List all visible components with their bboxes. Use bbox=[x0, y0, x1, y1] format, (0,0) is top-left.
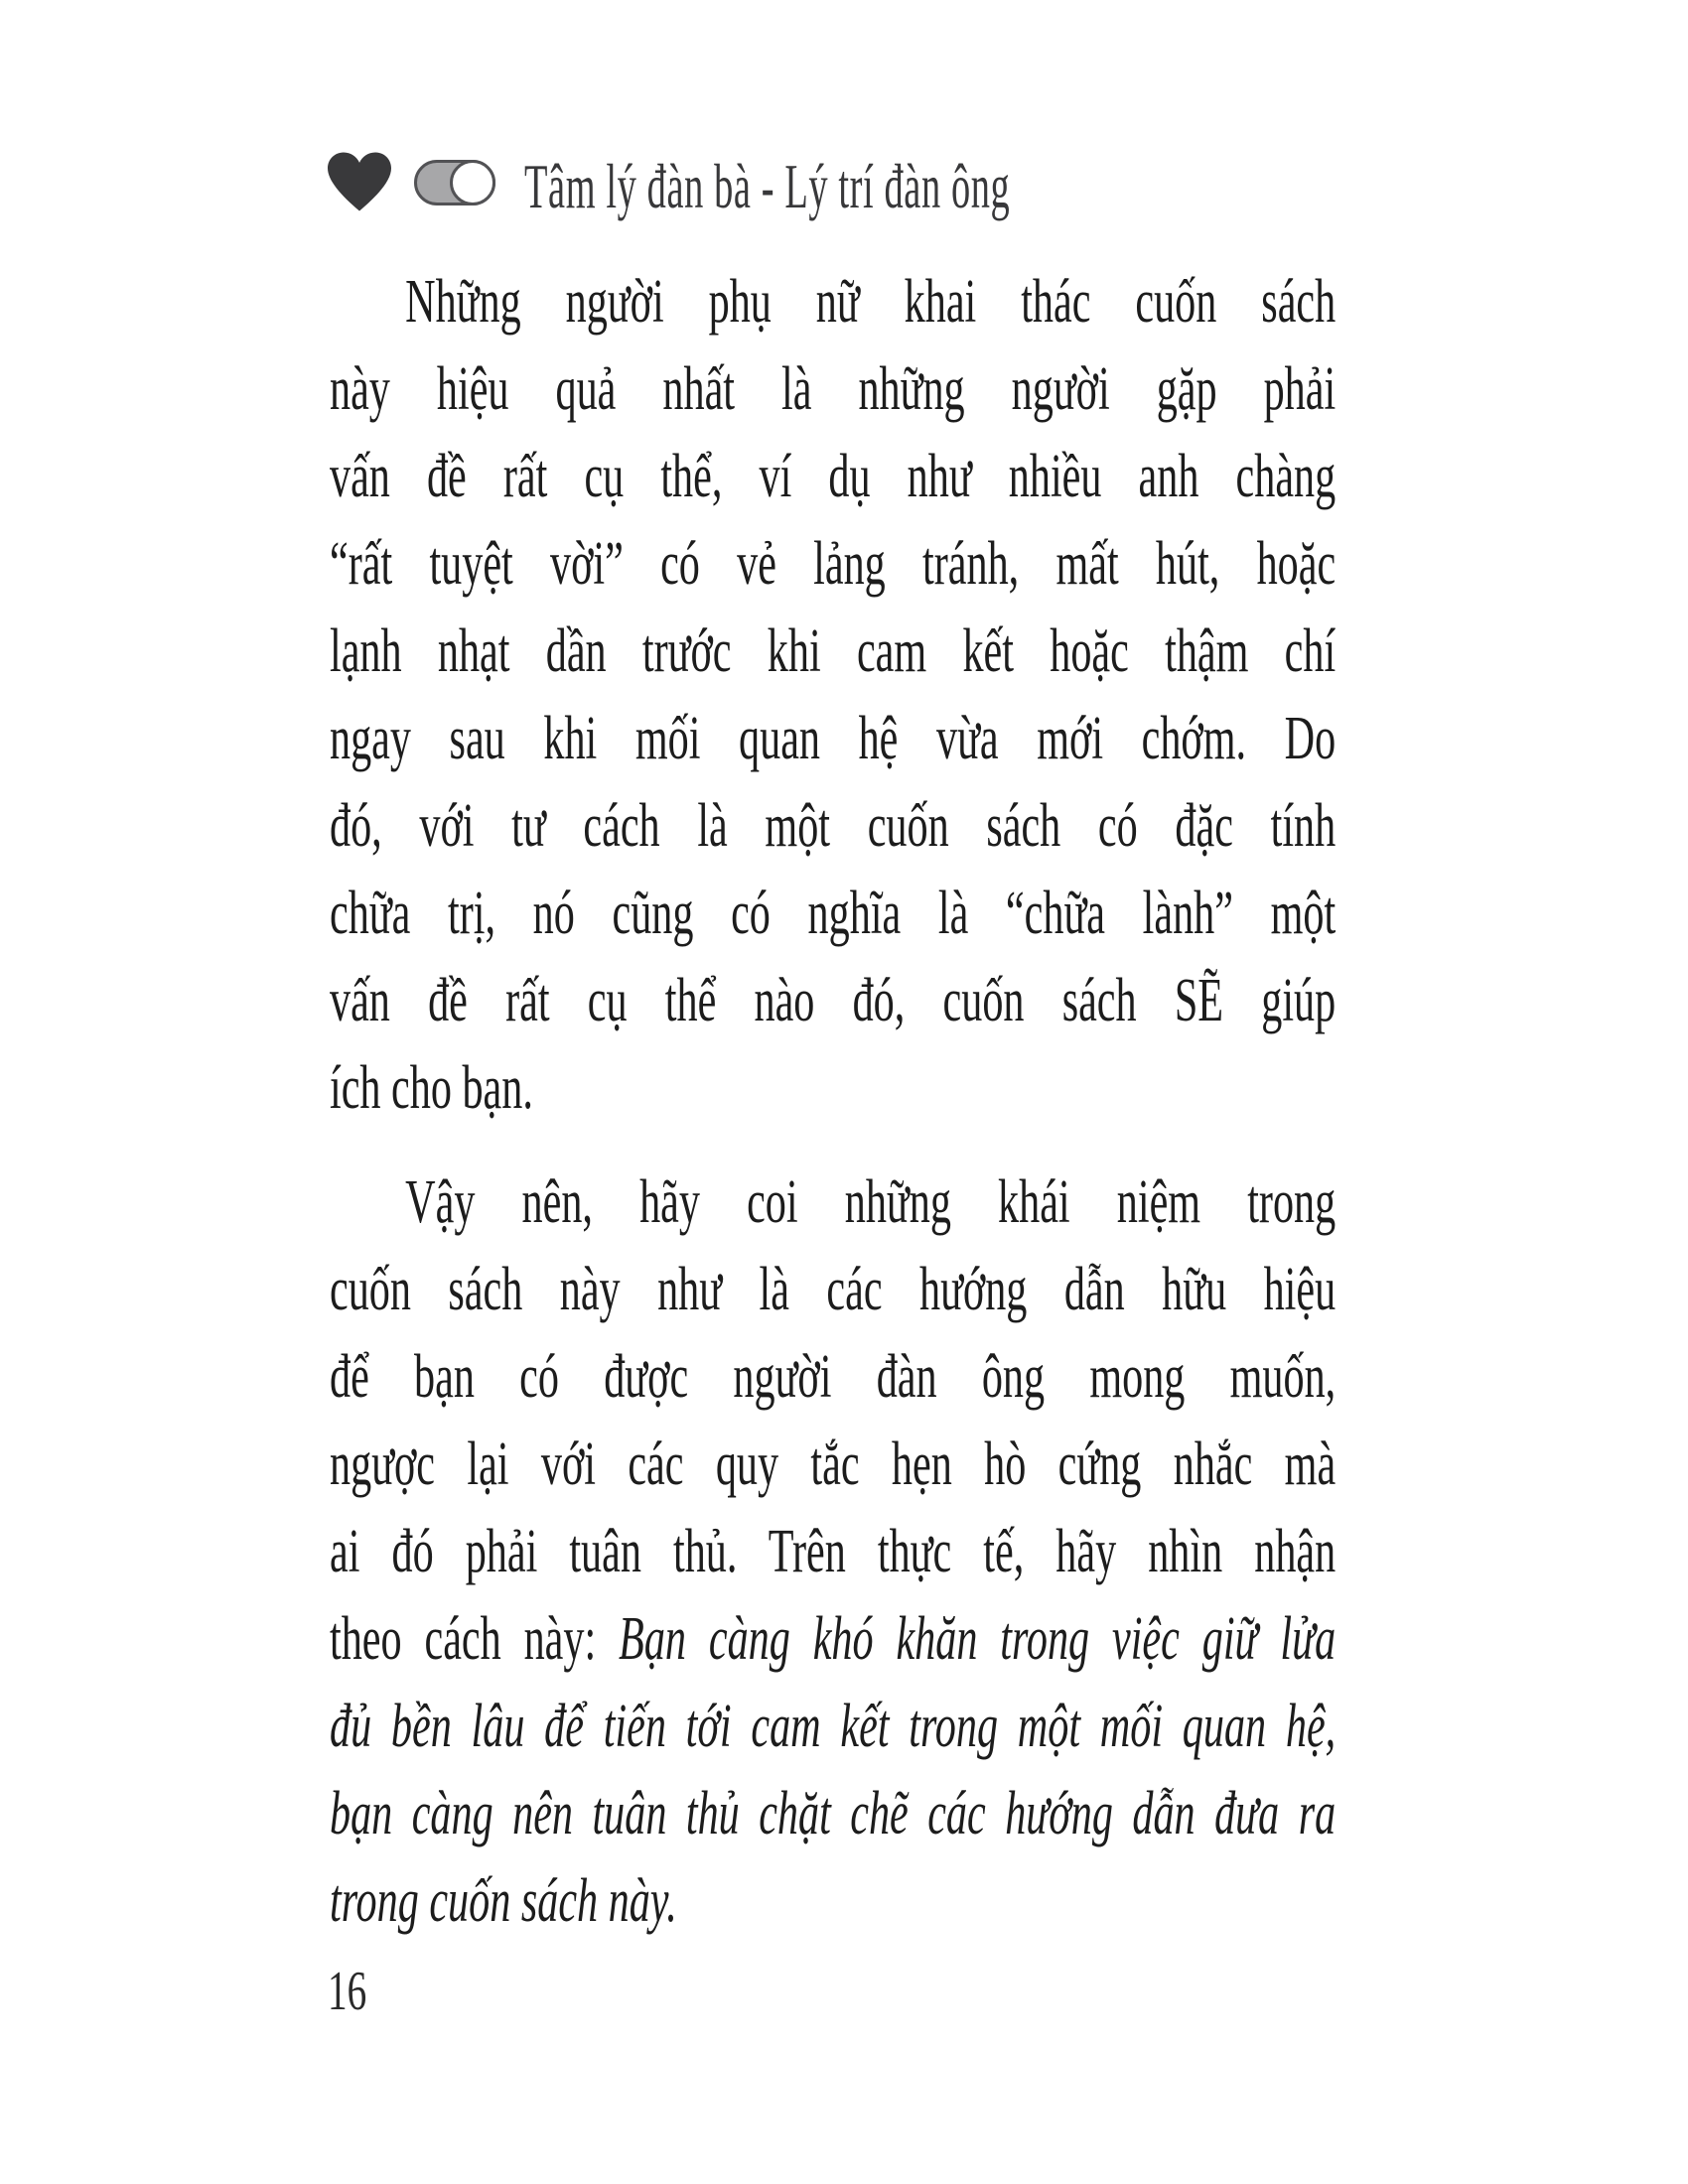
text-line: chữa trị, nó cũng có nghĩa là “chữa lành” một bbox=[330, 880, 1336, 947]
text-line: vấn đề rất cụ thể nào đó, cuốn sách SẼ giúp bbox=[330, 967, 1336, 1034]
text-segment-normal: theo cách này: bbox=[330, 1605, 620, 1673]
toggle-icon bbox=[414, 160, 495, 205]
text-line-italic: bạn càng nên tuân thủ chặt chẽ các hướng dẫn đưa ra bbox=[330, 1780, 1336, 1847]
text-line-italic: đủ bền lâu để tiến tới cam kết trong một mối quan hệ, bbox=[330, 1693, 1336, 1760]
text-line: này hiệu quả nhất là những người gặp phải bbox=[330, 355, 1336, 423]
text-line: Những người phụ nữ khai thác cuốn sách bbox=[405, 268, 1336, 336]
text-line-italic: trong cuốn sách này. bbox=[330, 1867, 677, 1935]
page-number: 16 bbox=[328, 1961, 367, 2022]
heart-icon bbox=[328, 148, 391, 216]
text-line: ích cho bạn. bbox=[330, 1054, 533, 1122]
toggle-knob bbox=[450, 160, 495, 205]
text-line: “rất tuyệt vời” có vẻ lảng tránh, mất hút, hoặc bbox=[330, 530, 1336, 598]
text-line: vấn đề rất cụ thể, ví dụ như nhiều anh chàng bbox=[330, 443, 1336, 510]
text-line: cuốn sách này như là các hướng dẫn hữu hiệu bbox=[330, 1256, 1336, 1323]
running-head-title: Tâm lý đàn bà - Lý trí đàn ông bbox=[524, 151, 1011, 221]
text-line: ai đó phải tuân thủ. Trên thực tế, hãy nhìn nhận bbox=[330, 1518, 1336, 1585]
text-line: để bạn có được người đàn ông mong muốn, bbox=[330, 1343, 1336, 1411]
text-line: đó, với tư cách là một cuốn sách có đặc tính bbox=[330, 792, 1336, 860]
text-line: lạnh nhạt dần trước khi cam kết hoặc thậm chí bbox=[330, 617, 1336, 685]
text-line-mixed bbox=[330, 1595, 1336, 1683]
page-body bbox=[330, 258, 1336, 1945]
text-line: ngay sau khi mối quan hệ vừa mới chớm. Do bbox=[330, 705, 1336, 772]
text-line: Vậy nên, hãy coi những khái niệm trong bbox=[405, 1168, 1336, 1236]
text-line: ngược lại với các quy tắc hẹn hò cứng nhắc mà bbox=[330, 1431, 1336, 1498]
text-segment-italic: Bạn càng khó khăn trong việc giữ lửa bbox=[619, 1605, 1336, 1673]
